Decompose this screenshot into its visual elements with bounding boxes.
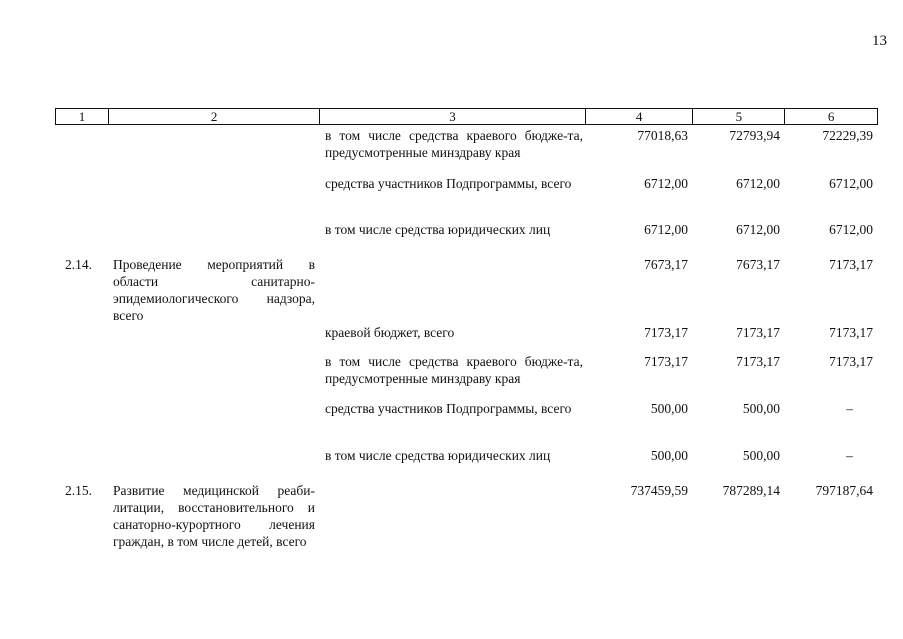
value-col-4: 7173,17 xyxy=(644,325,688,340)
value-col-4: 77018,63 xyxy=(637,128,688,143)
value-col-6: 7173,17 xyxy=(829,325,873,340)
value-col-6: 7173,17 xyxy=(829,257,873,272)
value-col-5: 7173,17 xyxy=(736,354,780,369)
source-cell: краевой бюджет, всего xyxy=(325,325,455,340)
value-col-4: 500,00 xyxy=(650,448,688,463)
value-col-4: 7673,17 xyxy=(644,257,688,272)
source-cell: в том числе средства юридических лиц xyxy=(325,448,551,463)
item-name: Проведение мероприятий в области санитарно-эпидемиологического надзора, всего xyxy=(113,257,315,323)
table-header xyxy=(55,108,878,125)
value-col-5: 6712,00 xyxy=(736,222,780,237)
source-cell: в том числе средства юридических лиц xyxy=(325,222,551,237)
value-col-6: 6712,00 xyxy=(829,222,873,237)
value-col-5: 787289,14 xyxy=(722,483,780,498)
value-col-6: 7173,17 xyxy=(829,354,873,369)
item-number: 2.15. xyxy=(65,483,92,498)
source-cell: средства участников Подпрограммы, всего xyxy=(325,401,572,416)
header-col-5: 5 xyxy=(693,109,785,124)
value-col-6: 72229,39 xyxy=(822,128,873,143)
value-col-5: 72793,94 xyxy=(729,128,780,143)
value-col-4: 7173,17 xyxy=(644,354,688,369)
value-col-6: – xyxy=(846,401,853,416)
value-col-4: 737459,59 xyxy=(630,483,688,498)
value-col-6: – xyxy=(846,448,853,463)
header-col-6: 6 xyxy=(827,109,835,124)
value-col-5: 7673,17 xyxy=(736,257,780,272)
header-col-2: 2 xyxy=(109,109,320,124)
value-col-5: 6712,00 xyxy=(736,176,780,191)
value-col-4: 6712,00 xyxy=(644,176,688,191)
source-cell: средства участников Подпрограммы, всего xyxy=(325,176,572,191)
value-col-6: 6712,00 xyxy=(829,176,873,191)
header-col-3: 3 xyxy=(320,109,585,124)
source-cell: в том числе средства краевого бюдже-та, предусмотренные минздраву края xyxy=(325,128,583,160)
value-col-5: 500,00 xyxy=(742,448,780,463)
source-cell: в том числе средства краевого бюдже-та, предусмотренные минздраву края xyxy=(325,354,583,386)
header-col-4: 4 xyxy=(586,109,694,124)
item-number: 2.14. xyxy=(65,257,92,272)
value-col-4: 500,00 xyxy=(650,401,688,416)
item-name: Развитие медицинской реаби-литации, восстановительного и санаторно-курортного лечения граждан, в том числе детей, всего xyxy=(113,483,315,549)
value-col-5: 7173,17 xyxy=(736,325,780,340)
value-col-6: 797187,64 xyxy=(815,483,873,498)
value-col-5: 500,00 xyxy=(742,401,780,416)
header-col-1: 1 xyxy=(56,109,109,124)
page-number: 13 xyxy=(872,33,887,49)
value-col-4: 6712,00 xyxy=(644,222,688,237)
